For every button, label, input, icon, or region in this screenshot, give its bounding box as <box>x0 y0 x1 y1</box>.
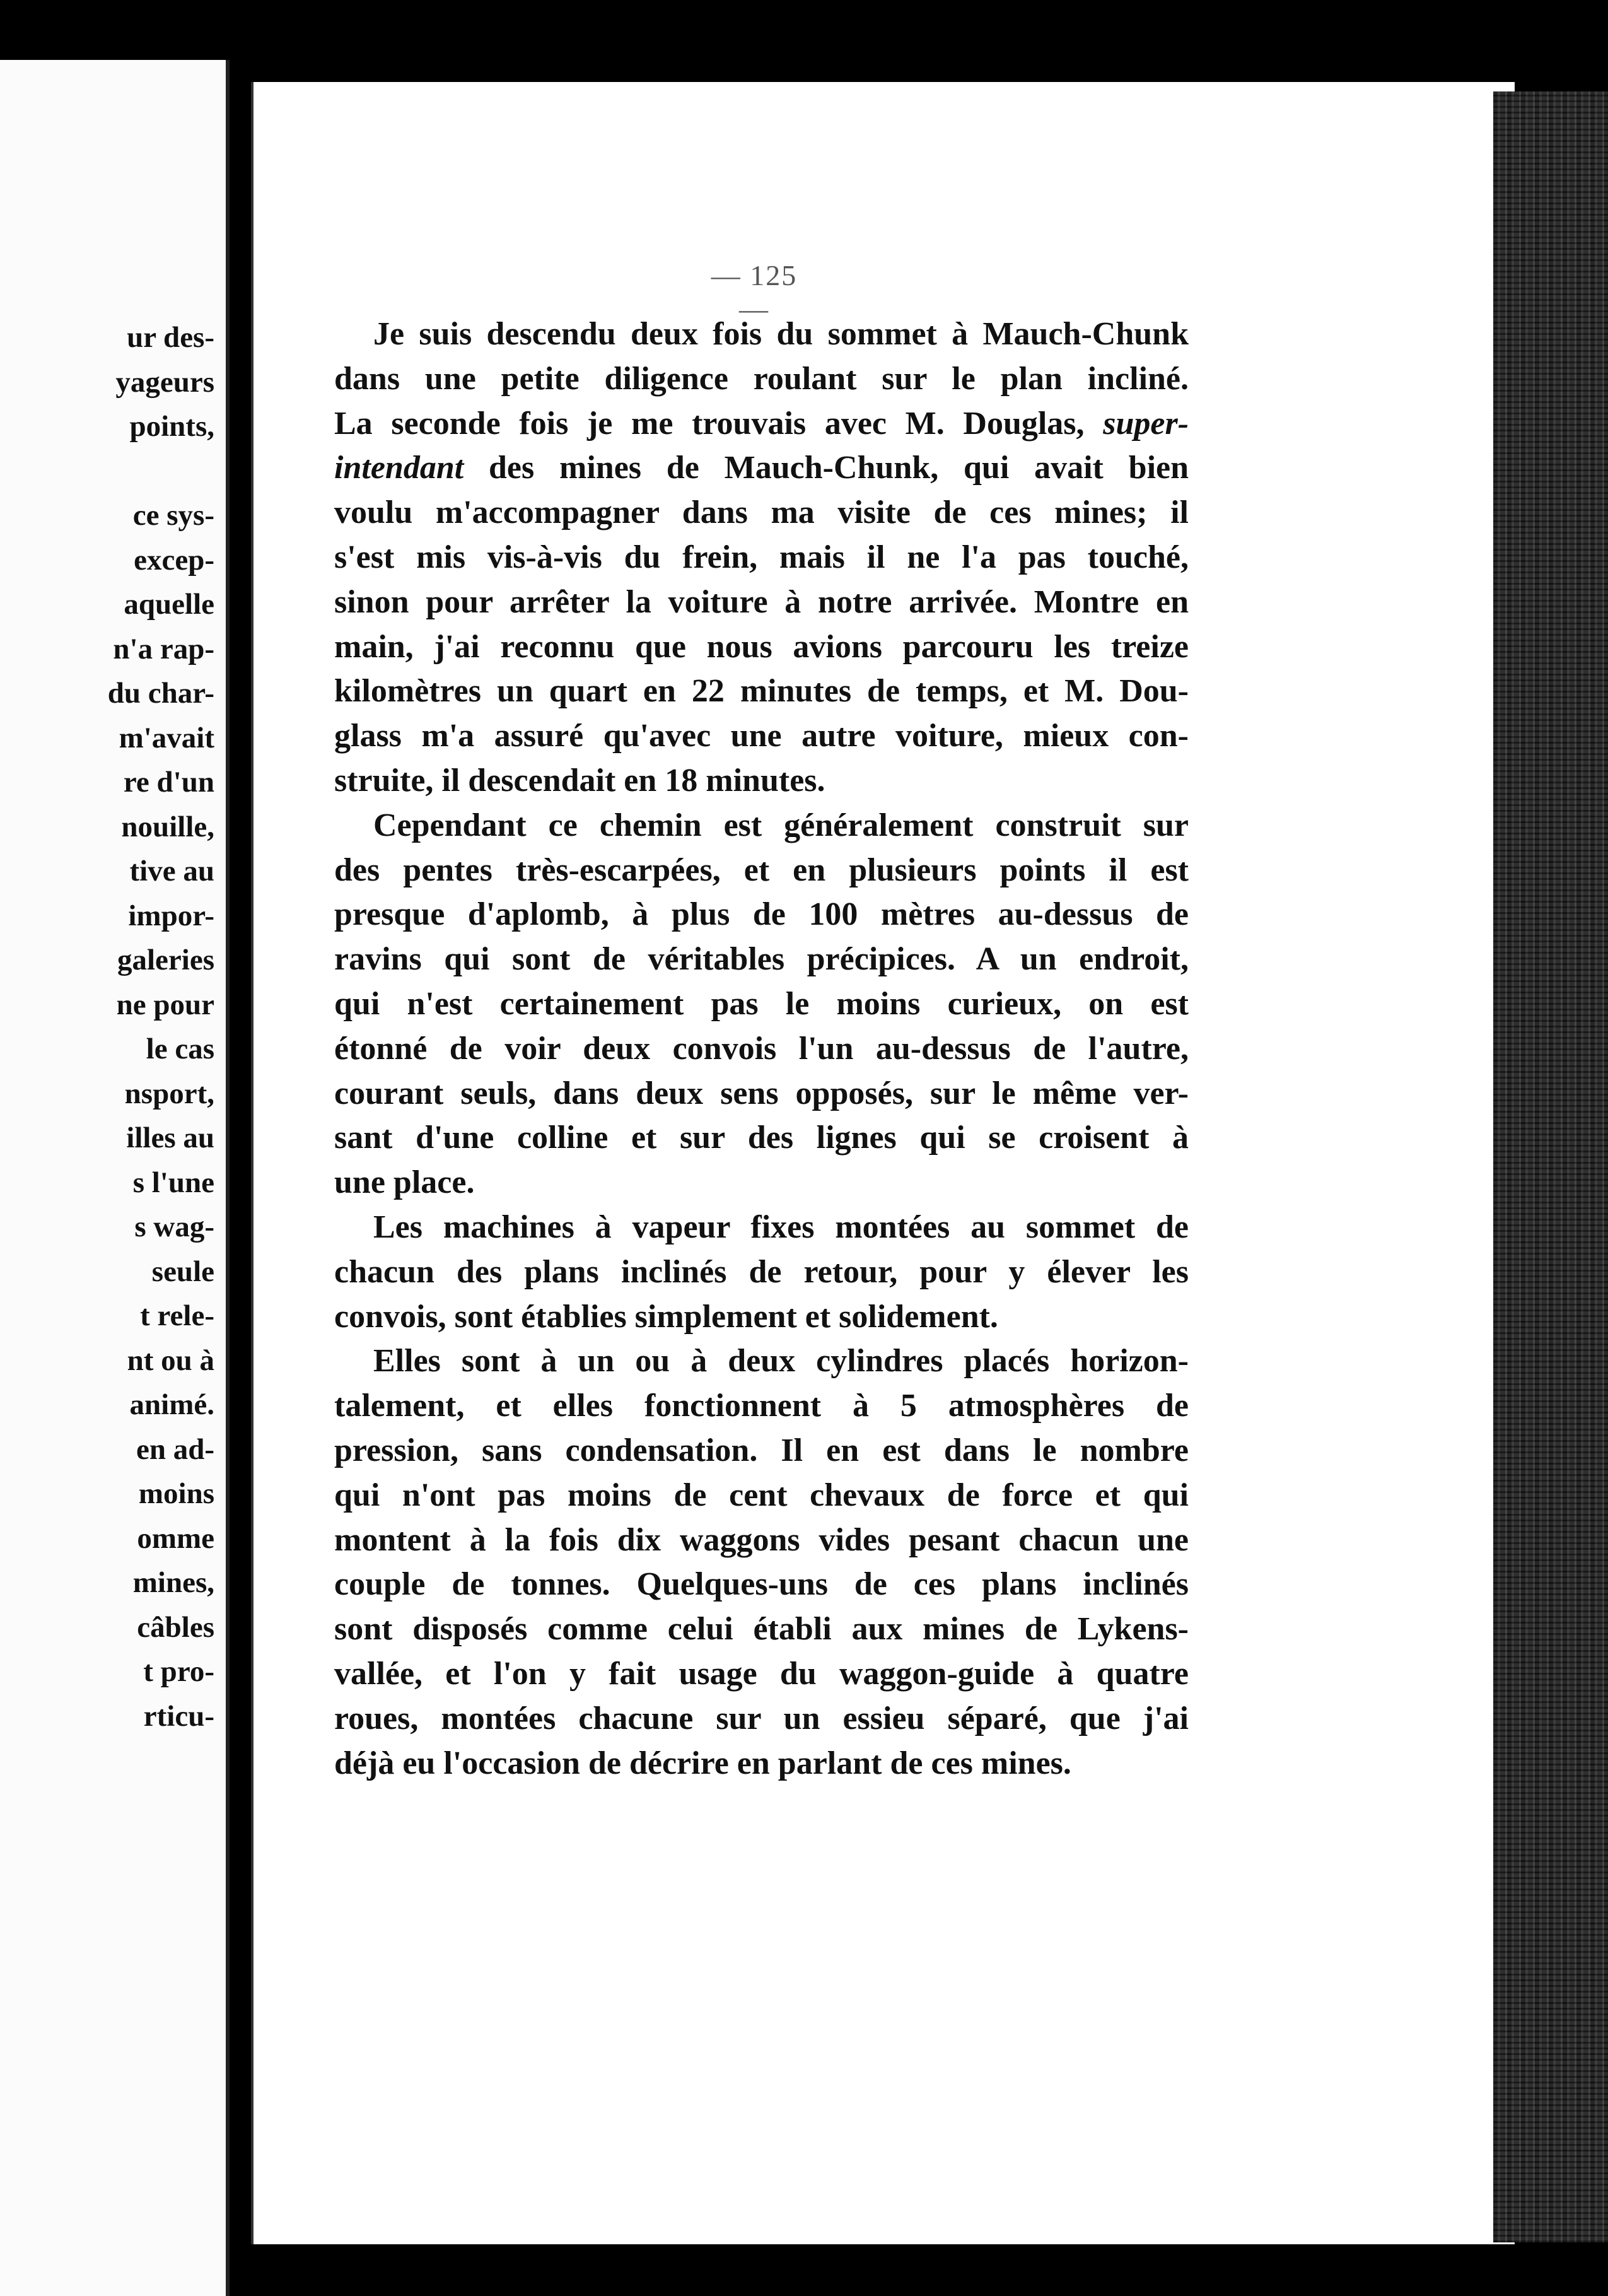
text-line <box>334 1027 1189 1072</box>
page-number: — 125 — <box>711 259 798 325</box>
text-line <box>334 1473 1189 1518</box>
left-page-line: câbles <box>137 1610 214 1644</box>
left-page-line: ne pour <box>116 988 214 1021</box>
left-page-line: re d'un <box>123 766 214 799</box>
left-page-line: le cas <box>146 1033 214 1065</box>
left-page-line: nouille, <box>121 810 214 843</box>
text-line <box>334 893 1189 937</box>
line-text: qui n'ont pas moins de cent chevaux de force et qui <box>334 1477 1189 1513</box>
left-page-line: s l'une <box>132 1166 214 1199</box>
text-line <box>334 625 1189 670</box>
text-line <box>334 1607 1189 1652</box>
text-line <box>334 1295 1189 1340</box>
text-line <box>334 669 1189 714</box>
line-text: pression, sans condensation. Il en est dans le nombre <box>334 1432 1189 1468</box>
left-page-line: n'a rap- <box>113 632 214 665</box>
text-line <box>334 1518 1189 1563</box>
left-page-line: rticu- <box>143 1699 214 1733</box>
left-page-line: ur des- <box>127 321 214 354</box>
left-page-line: du char- <box>107 677 214 710</box>
line-text: roues, montées chacune sur un essieu séparé, que j'ai <box>334 1700 1189 1737</box>
left-page-line: points, <box>129 410 214 443</box>
left-page-line <box>0 449 214 494</box>
line-text: couple de tonnes. Quelques-uns de ces plans inclinés <box>334 1566 1189 1603</box>
left-page-line: en ad- <box>136 1432 214 1466</box>
left-page-line: seule <box>151 1255 214 1288</box>
text-line <box>334 446 1189 491</box>
text-line <box>334 1697 1189 1742</box>
left-facing-page <box>0 60 230 2296</box>
text-line <box>334 491 1189 536</box>
line-text: struite, il descendait en 18 minutes. <box>334 762 825 799</box>
book-edge <box>1493 91 1608 2242</box>
left-page-line: excep- <box>134 543 214 577</box>
line-text: courant seuls, dans deux sens opposés, sur le même ver- <box>334 1075 1189 1111</box>
line-text: presque d'aplomb, à plus de 100 mètres au-dessus de <box>334 896 1189 933</box>
left-page-line: mines, <box>132 1566 214 1599</box>
line-text: Les machines à vapeur fixes montées au sommet de <box>373 1209 1189 1245</box>
text-line <box>334 937 1189 982</box>
left-page-line: tive au <box>129 855 214 887</box>
text-line <box>334 1072 1189 1116</box>
left-page-line: t pro- <box>143 1655 214 1688</box>
text-line <box>334 804 1189 848</box>
text-line <box>334 312 1189 357</box>
left-page-line: t rele- <box>140 1299 214 1332</box>
left-page-line: animé. <box>129 1388 214 1421</box>
text-line <box>334 357 1189 402</box>
line-text: chacun des plans inclinés de retour, pour y élever les <box>334 1253 1189 1290</box>
text-line <box>334 1161 1189 1205</box>
text-line <box>334 1562 1189 1607</box>
line-text: déjà eu l'occasion de décrire en parlant de ces mines. <box>334 1745 1071 1781</box>
text-line <box>334 1429 1189 1473</box>
left-page-line: moins <box>138 1477 214 1510</box>
left-page-line: ce sys- <box>132 499 214 532</box>
left-page-line: s wag- <box>134 1210 214 1243</box>
left-page-line: nt ou à <box>127 1344 214 1377</box>
body-text <box>334 312 1189 1786</box>
line-text: une place. <box>334 1164 475 1201</box>
line-text: convois, sont établies simplement et solidement. <box>334 1298 998 1335</box>
italic-word: super- <box>1103 405 1189 442</box>
line-text: voulu m'accompagner dans ma visite de ces mines; il <box>334 495 1189 531</box>
left-page-line: yageurs <box>115 365 214 399</box>
line-text: talement, et elles fonctionnent à 5 atmosphères de <box>334 1388 1189 1424</box>
text-line <box>334 1205 1189 1250</box>
line-text: montent à la fois dix waggons vides pesant chacun une <box>334 1521 1189 1558</box>
text-line <box>334 1250 1189 1295</box>
line-text: main, j'ai reconnu que nous avions parcouru les treize <box>334 628 1189 665</box>
left-page-line: galeries <box>117 944 214 976</box>
line-text: vallée, et l'on y fait usage du waggon-guide à quatre <box>334 1655 1189 1692</box>
line-text: étonné de voir deux convois l'un au-dessus de l'autre, <box>334 1030 1189 1067</box>
line-text: ravins qui sont de véritables précipices. A un endroit, <box>334 941 1189 978</box>
left-page-line: impor- <box>128 899 214 932</box>
line-text: sant d'une colline et sur des lignes qui se croisent à <box>334 1120 1189 1156</box>
text-line <box>334 1384 1189 1429</box>
line-text: des pentes très-escarpées, et en plusieurs points il est <box>334 852 1189 888</box>
text-line <box>334 714 1189 759</box>
line-text: kilomètres un quart en 22 minutes de temps, et M. Dou- <box>334 673 1189 710</box>
text-line <box>334 1652 1189 1697</box>
line-text: Je suis descendu deux fois du sommet à Mauch-Chunk <box>373 316 1189 352</box>
line-text: sinon pour arrêter la voiture à notre arrivée. Montre en <box>334 583 1189 620</box>
text-line <box>334 1116 1189 1161</box>
text-line <box>334 536 1189 580</box>
left-page-line: aquelle <box>124 588 214 621</box>
text-line <box>334 402 1189 447</box>
line-text: Cependant ce chemin est généralement construit sur <box>373 807 1189 843</box>
line-text: s'est mis vis-à-vis du frein, mais il ne l'a pas touché, <box>334 539 1189 575</box>
left-page-line: nsport, <box>124 1077 214 1110</box>
text-line <box>334 759 1189 804</box>
line-text: dans une petite diligence roulant sur le plan incliné. <box>334 360 1189 397</box>
text-line <box>334 848 1189 893</box>
line-text: glass m'a assuré qu'avec une autre voiture, mieux con- <box>334 718 1189 754</box>
left-page-line: illes au <box>126 1122 214 1154</box>
left-page-text <box>0 315 214 1738</box>
line-text: La seconde fois je me trouvais avec M. Douglas, <box>334 405 1085 442</box>
text-line <box>334 580 1189 625</box>
italic-word: intendant <box>334 450 464 486</box>
left-page-line: omme <box>137 1521 214 1555</box>
line-text: Elles sont à un ou à deux cylindres placés horizon- <box>373 1343 1189 1379</box>
text-line <box>334 1339 1189 1384</box>
line-text: sont disposés comme celui établi aux mines de Lykens- <box>334 1611 1189 1648</box>
left-page-line: m'avait <box>119 721 214 754</box>
line-text: des mines de Mauch-Chunk, qui avait bien <box>489 450 1189 486</box>
text-line <box>334 982 1189 1027</box>
text-line <box>334 1742 1189 1786</box>
line-text: qui n'est certainement pas le moins curieux, on est <box>334 985 1189 1022</box>
